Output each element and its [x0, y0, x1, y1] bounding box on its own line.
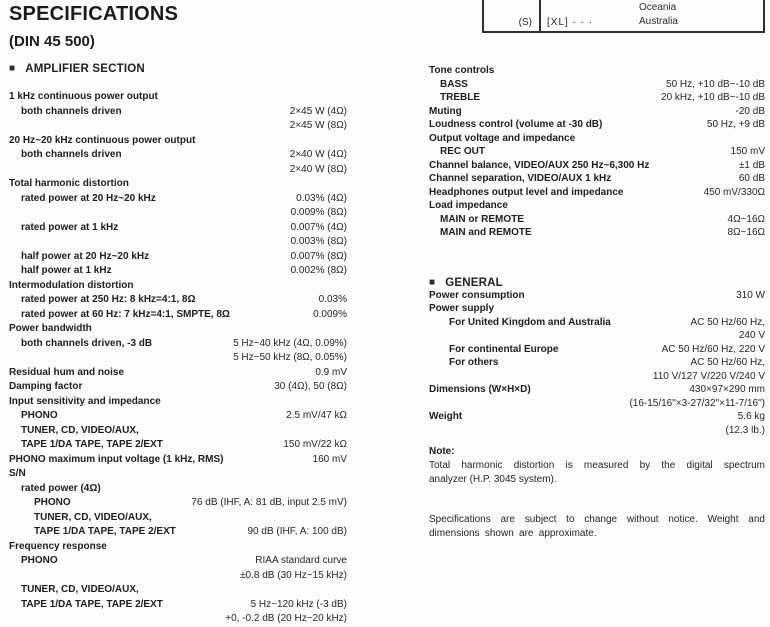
- spec-value: -20 dB: [735, 105, 765, 117]
- spec-value: (12.3 lb.): [725, 424, 765, 436]
- spec-value: 90 dB (IHF, A: 100 dB): [247, 526, 347, 537]
- spec-value: 2×45 W (4Ω): [289, 105, 347, 117]
- disclaimer-block: [429, 513, 765, 541]
- spec-label: Power consumption: [429, 289, 525, 301]
- note-label: Note:: [429, 446, 455, 457]
- page-title: SPECIFICATIONS: [9, 3, 179, 25]
- spec-row: [9, 177, 347, 192]
- spec-row: [429, 199, 765, 213]
- spec-label: rated power at 20 Hz~20 kHz: [21, 192, 156, 204]
- spec-value: 8Ω~16Ω: [727, 227, 765, 238]
- spec-label: TUNER, CD, VIDEO/AUX,: [21, 424, 139, 436]
- region-line: Oceania: [639, 2, 677, 13]
- spec-row: [9, 163, 347, 178]
- spec-value: AC 50 Hz/60 Hz,: [690, 357, 765, 368]
- spec-label: S/N: [9, 468, 26, 479]
- spec-label: TAPE 1/DA TAPE, TAPE 2/EXT: [34, 526, 176, 537]
- spec-value: 0.9 mV: [315, 366, 347, 378]
- region-names: [639, 1, 678, 29]
- spec-label: Power bandwidth: [9, 323, 92, 334]
- spec-label: TAPE 1/DA TAPE, TAPE 2/EXT: [21, 598, 163, 610]
- spec-label: PHONO: [21, 555, 58, 566]
- spec-value: 160 mV: [312, 453, 347, 465]
- spec-label: Headphones output level and impedance: [429, 186, 624, 198]
- spec-row: [9, 235, 347, 250]
- spec-value: 50 Hz, +9 dB: [706, 119, 765, 130]
- square-bullet-icon: ■: [429, 276, 436, 288]
- spec-label: For United Kingdom and Australia: [449, 316, 611, 328]
- spec-row: [9, 540, 347, 555]
- spec-row: [9, 293, 347, 308]
- spec-value: 2×40 W (8Ω): [289, 163, 347, 175]
- spec-row: [9, 395, 347, 410]
- spec-label: TUNER, CD, VIDEO/AUX,: [34, 511, 152, 523]
- spec-row: [429, 410, 765, 424]
- spec-value: 60 dB: [738, 173, 765, 184]
- spec-row: [9, 192, 347, 207]
- spec-row: [9, 598, 347, 613]
- spec-label: rated power at 60 Hz: 7 kHz=4:1, SMPTE, 8Ω: [21, 308, 230, 320]
- spec-row: [429, 91, 765, 105]
- spec-value: AC 50 Hz/60 Hz, 220 V: [661, 343, 765, 355]
- general-section-heading: [429, 277, 765, 289]
- spec-value: 30 (4Ω), 50 (8Ω): [274, 381, 347, 392]
- spec-label: TAPE 1/DA TAPE, TAPE 2/EXT: [21, 439, 163, 450]
- spec-row: [429, 172, 765, 186]
- spec-row: [9, 424, 347, 439]
- spec-value: 5 Hz~40 kHz (4Ω, 0.09%): [233, 337, 347, 349]
- spec-label: Dimensions (W×H×D): [429, 384, 531, 395]
- spec-row: [429, 302, 765, 316]
- table-column-divider: [539, 0, 541, 31]
- spec-row: [429, 343, 765, 357]
- spec-value: 0.007% (8Ω): [290, 250, 347, 262]
- spec-row: [9, 482, 347, 497]
- spec-row: [9, 511, 347, 526]
- spec-label: For others: [449, 357, 499, 368]
- spec-row: [429, 370, 765, 384]
- spec-row: [429, 78, 765, 92]
- spec-label: Total harmonic distortion: [9, 178, 129, 189]
- left-column: [9, 4, 347, 627]
- disclaimer-text-line: Specifications are subject to change without notice. Weight and: [429, 514, 765, 525]
- spec-value: ±1 dB: [738, 159, 765, 171]
- region-line: Australia: [639, 16, 678, 27]
- section-title: AMPLIFIER SECTION: [25, 63, 145, 75]
- spec-label: both channels driven, -3 dB: [21, 337, 153, 349]
- spec-value: 5.6 kg: [737, 411, 765, 422]
- spec-value: ±0.8 dB (30 Hz~15 kHz): [240, 569, 347, 581]
- spec-value: 430×97×290 mm: [689, 384, 765, 395]
- spec-label: half power at 20 Hz~20 kHz: [21, 250, 150, 262]
- spec-row: [9, 525, 347, 540]
- spec-label: Power supply: [429, 303, 495, 314]
- spec-value: 5 Hz~50 kHz (8Ω, 0.05%): [233, 352, 347, 363]
- spec-row: [9, 612, 347, 627]
- spec-label: 20 Hz~20 kHz continuous power output: [9, 134, 196, 146]
- spec-row: [429, 105, 765, 119]
- spec-row: [429, 356, 765, 370]
- spec-row: [9, 380, 347, 395]
- spec-row: [429, 186, 765, 200]
- spec-row: [9, 105, 347, 120]
- spec-value: 310 W: [736, 289, 765, 301]
- spec-value: 50 Hz, +10 dB~-10 dB: [666, 78, 765, 90]
- spec-value: 76 dB (IHF, A: 81 dB, input 2.5 mV): [191, 497, 347, 508]
- spec-row: [9, 496, 347, 511]
- spec-value: 0.009% (8Ω): [290, 207, 347, 218]
- spec-label: Load impedance: [429, 200, 508, 211]
- general-spec-list: [429, 289, 765, 438]
- section-title: GENERAL: [445, 276, 503, 289]
- spec-label: TUNER, CD, VIDEO/AUX,: [21, 584, 139, 595]
- spec-value: 0.009%: [313, 308, 347, 320]
- spec-label: Muting: [429, 105, 462, 117]
- spec-row: [429, 316, 765, 330]
- spec-row: [9, 279, 347, 294]
- spec-row: [9, 409, 347, 424]
- spec-label: PHONO: [21, 410, 58, 421]
- spec-row: [429, 424, 765, 438]
- spec-row: [9, 221, 347, 236]
- spec-label: both channels driven: [21, 105, 122, 117]
- spec-row: [429, 118, 765, 132]
- din-standard: (DIN 45 500): [9, 33, 95, 50]
- spec-row: [9, 337, 347, 352]
- spec-value: 0.002% (8Ω): [290, 265, 347, 276]
- spec-row: [9, 134, 347, 149]
- disclaimer-text-line: dimensions shown are approximate.: [429, 528, 597, 539]
- spec-value: 2.5 mV/47 kΩ: [286, 410, 347, 421]
- spec-row: [9, 438, 347, 453]
- spec-label: BASS: [440, 78, 468, 90]
- spec-row: [429, 132, 765, 146]
- spec-label: TREBLE: [440, 92, 480, 103]
- spec-label: Channel separation, VIDEO/AUX 1 kHz: [429, 173, 612, 184]
- spec-value: 150 mV/22 kΩ: [283, 439, 347, 450]
- spec-row: [429, 213, 765, 227]
- spec-row: [429, 145, 765, 159]
- spec-value: 240 V: [738, 330, 765, 341]
- spec-row: [9, 351, 347, 366]
- spec-row: [429, 289, 765, 303]
- spec-value: 0.003% (8Ω): [290, 236, 347, 247]
- spec-label: Weight: [429, 411, 463, 422]
- spec-label: PHONO: [34, 497, 71, 508]
- voltage-code-cell: (S): [518, 17, 532, 28]
- spec-label: Residual hum and noise: [9, 366, 125, 378]
- spec-label: Channel balance, VIDEO/AUX 250 Hz~6,300 Hz: [429, 159, 650, 171]
- spec-row: [429, 159, 765, 173]
- spec-value: 0.03%: [318, 294, 347, 305]
- spec-row: [429, 397, 765, 411]
- spec-label: REC OUT: [440, 146, 485, 157]
- spec-row: [9, 90, 347, 105]
- spec-row: [429, 329, 765, 343]
- spec-row: [9, 569, 347, 584]
- spec-value: 150 mV: [730, 146, 765, 157]
- amplifier-spec-list-continued: [429, 64, 765, 240]
- spec-row: [9, 467, 347, 482]
- note-text-line: analyzer (H.P. 3045 system).: [429, 474, 557, 485]
- right-column: [429, 64, 765, 541]
- spec-label: Input sensitivity and impedance: [9, 395, 161, 407]
- spec-value: 2×40 W (4Ω): [289, 149, 347, 160]
- spec-row: [9, 119, 347, 134]
- spec-value: 4Ω~16Ω: [727, 213, 765, 225]
- spec-label: half power at 1 kHz: [21, 265, 112, 276]
- spec-row: [9, 206, 347, 221]
- spec-row: [9, 322, 347, 337]
- spec-label: Frequency response: [9, 540, 107, 552]
- spec-label: Tone controls: [429, 65, 495, 76]
- spec-value: (16-15/16"×3-27/32"×11-7/16"): [629, 397, 765, 409]
- spec-label: Loudness control (volume at -30 dB): [429, 119, 603, 130]
- spec-label: Intermodulation distortion: [9, 279, 134, 291]
- spec-row: [429, 64, 765, 78]
- spec-label: 1 kHz continuous power output: [9, 91, 158, 102]
- spec-row: [9, 264, 347, 279]
- spec-row: [9, 583, 347, 598]
- spec-label: MAIN and REMOTE: [440, 227, 532, 238]
- spec-label: rated power (4Ω): [21, 482, 101, 494]
- destination-table: [482, 0, 765, 33]
- spec-value: +0, -0.2 dB (20 Hz~20 kHz): [225, 613, 347, 624]
- spec-label: both channels driven: [21, 149, 122, 160]
- spec-row: [9, 554, 347, 569]
- spec-row: [429, 383, 765, 397]
- spec-row: [429, 226, 765, 240]
- spec-value: RIAA standard curve: [255, 555, 347, 566]
- spec-value: 450 mV/330Ω: [703, 186, 765, 198]
- spec-value: 110 V/127 V/220 V/240 V: [652, 370, 765, 382]
- spec-value: 5 Hz~120 kHz (-3 dB): [250, 598, 347, 610]
- spec-value: 0.007% (4Ω): [290, 221, 347, 233]
- spec-value: 20 kHz, +10 dB~-10 dB: [661, 92, 765, 103]
- spec-row: [9, 308, 347, 323]
- amplifier-spec-list: [9, 90, 347, 627]
- spec-label: rated power at 1 kHz: [21, 221, 119, 233]
- spec-row: [9, 366, 347, 381]
- spec-row: [9, 453, 347, 468]
- spec-value: AC 50 Hz/60 Hz,: [690, 316, 765, 328]
- spec-label: For continental Europe: [449, 343, 559, 355]
- model-suffix-cell: [XL] · · ·: [547, 17, 594, 28]
- spec-row: [9, 148, 347, 163]
- spec-label: rated power at 250 Hz: 8 kHz=4:1, 8Ω: [21, 294, 196, 305]
- spec-value: 0.03% (4Ω): [296, 192, 347, 204]
- spec-label: PHONO maximum input voltage (1 kHz, RMS): [9, 453, 224, 465]
- spec-label: Output voltage and impedance: [429, 132, 576, 144]
- spec-label: Damping factor: [9, 381, 83, 392]
- note-block: [429, 445, 765, 487]
- amplifier-section-heading: [9, 63, 347, 75]
- spec-row: [9, 250, 347, 265]
- square-bullet-icon: ■: [9, 63, 16, 74]
- note-text-line: Total harmonic distortion is measured by the digital spectrum: [429, 460, 765, 471]
- spec-value: 2×45 W (8Ω): [289, 120, 347, 131]
- spec-label: MAIN or REMOTE: [440, 213, 524, 225]
